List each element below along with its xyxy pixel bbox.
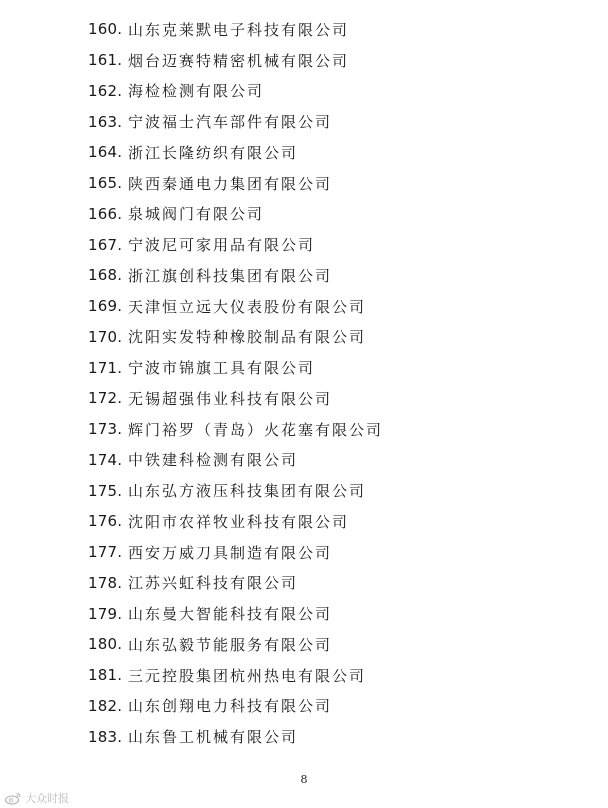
watermark: [4, 790, 69, 806]
list-item-number: 180.: [88, 635, 123, 654]
company-name: 山东弘方液压科技集团有限公司: [128, 482, 367, 501]
company-name: 宁波福士汽车部件有限公司: [128, 113, 333, 132]
list-item-number: 167.: [88, 235, 123, 254]
company-name: 海检检测有限公司: [128, 82, 265, 101]
list-item: [88, 475, 588, 506]
list-item: [88, 660, 588, 691]
list-item-number: 177.: [88, 543, 123, 562]
list-item: [88, 352, 588, 383]
company-name: 山东克莱默电子科技有限公司: [128, 20, 350, 39]
list-item-number: 162.: [88, 81, 123, 100]
company-name: 宁波尼可家用品有限公司: [128, 236, 316, 255]
list-item-number: 183.: [88, 727, 123, 746]
list-item-number: 163.: [88, 112, 123, 131]
list-item-number: 179.: [88, 604, 123, 623]
company-name: 天津恒立远大仪表股份有限公司: [128, 297, 367, 316]
list-item: [88, 721, 588, 752]
list-item-number: 175.: [88, 481, 123, 500]
list-item: [88, 229, 588, 260]
page-number: 8: [300, 773, 308, 786]
list-item-number: 168.: [88, 266, 123, 285]
company-name: 沈阳实发特种橡胶制品有限公司: [128, 328, 367, 347]
list-item: [88, 414, 588, 445]
list-item-number: 176.: [88, 512, 123, 531]
list-item-number: 172.: [88, 389, 123, 408]
company-name: 宁波市锦旗工具有限公司: [128, 359, 316, 378]
list-item-number: 164.: [88, 143, 123, 162]
list-item-number: 178.: [88, 573, 123, 592]
company-name: 泉城阀门有限公司: [128, 205, 265, 224]
list-item-number: 165.: [88, 174, 123, 193]
company-name: 山东创翔电力科技有限公司: [128, 697, 333, 716]
company-name: 江苏兴虹科技有限公司: [128, 574, 299, 593]
list-item-number: 174.: [88, 450, 123, 469]
list-item: [88, 137, 588, 168]
company-name: 三元控股集团杭州热电有限公司: [128, 666, 367, 685]
list-item: [88, 291, 588, 322]
company-name: 浙江旗创科技集团有限公司: [128, 266, 333, 285]
list-item: [88, 691, 588, 722]
list-item-number: 181.: [88, 666, 123, 685]
list-item: [88, 383, 588, 414]
company-name: 沈阳市农祥牧业科技有限公司: [128, 512, 350, 531]
company-name: 山东弘毅节能服务有限公司: [128, 635, 333, 654]
list-item: [88, 14, 588, 45]
company-name: 西安万威刀具制造有限公司: [128, 543, 333, 562]
company-name: 中铁建科检测有限公司: [128, 451, 299, 470]
company-name: 陕西秦通电力集团有限公司: [128, 174, 333, 193]
company-name: 山东曼大智能科技有限公司: [128, 605, 333, 624]
company-name: 无锡超强伟业科技有限公司: [128, 389, 333, 408]
list-item-number: 160.: [88, 20, 123, 39]
company-name: 山东鲁工机械有限公司: [128, 728, 299, 747]
list-item: [88, 445, 588, 476]
list-item: [88, 199, 588, 230]
list-item: [88, 506, 588, 537]
list-item: [88, 322, 588, 353]
company-list: [88, 14, 588, 752]
company-name: 浙江长隆纺织有限公司: [128, 143, 299, 162]
list-item: [88, 106, 588, 137]
watermark-text: 大众时报: [25, 792, 69, 805]
company-name: 辉门裕罗（青岛）火花塞有限公司: [128, 420, 384, 439]
list-item-number: 161.: [88, 51, 123, 70]
list-item: [88, 76, 588, 107]
list-item-number: 173.: [88, 420, 123, 439]
list-item: [88, 598, 588, 629]
list-item: [88, 260, 588, 291]
weibo-logo-icon: [4, 791, 22, 805]
list-item-number: 171.: [88, 358, 123, 377]
list-item: [88, 45, 588, 76]
list-item: [88, 629, 588, 660]
list-item: [88, 568, 588, 599]
list-item: [88, 168, 588, 199]
list-item-number: 169.: [88, 297, 123, 316]
list-item-number: 170.: [88, 327, 123, 346]
list-item: [88, 537, 588, 568]
list-item-number: 166.: [88, 204, 123, 223]
list-item-number: 182.: [88, 696, 123, 715]
company-name: 烟台迈赛特精密机械有限公司: [128, 51, 350, 70]
